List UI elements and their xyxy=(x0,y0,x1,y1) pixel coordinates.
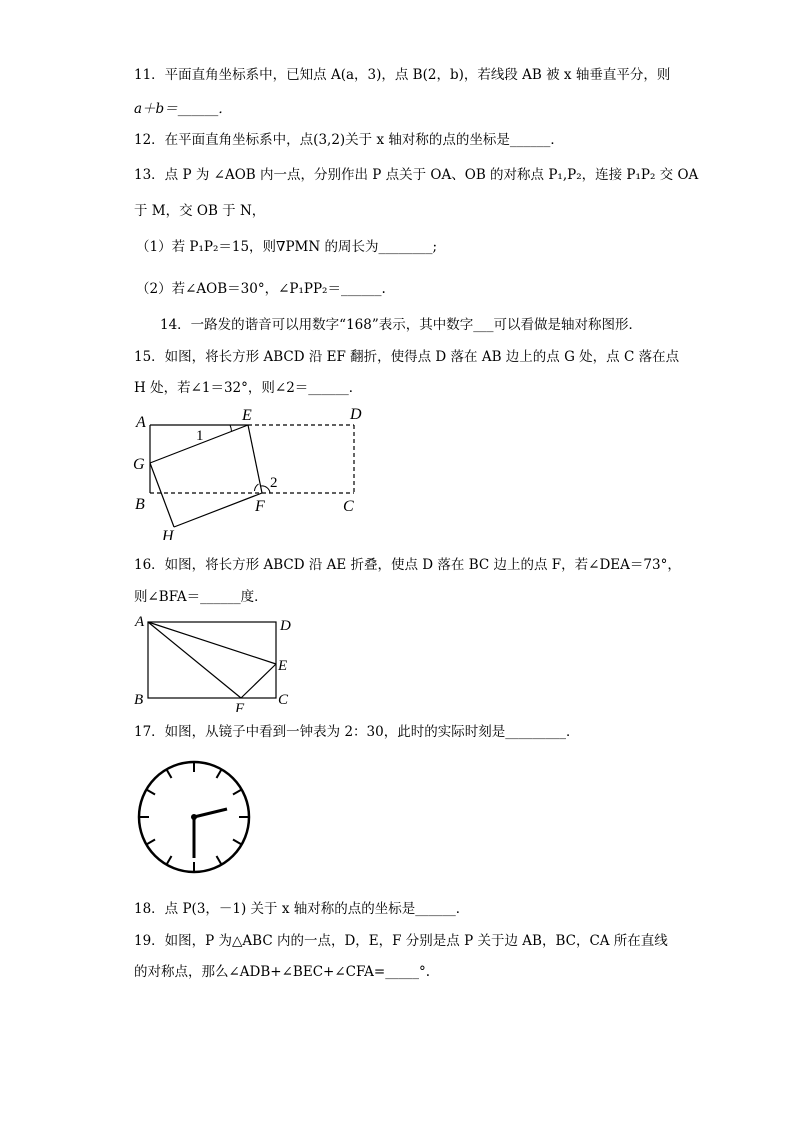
q16-label-D: D xyxy=(280,618,291,634)
q15-label-G: G xyxy=(133,456,145,473)
q15-label-E: E xyxy=(242,407,252,424)
q13-line2: 于 M，交 OB 于 N， xyxy=(134,203,266,219)
q15-line2: H 处，若∠1＝32°，则∠2＝______． xyxy=(134,380,363,396)
q16-line1: 16．如图，将长方形 ABCD 沿 AE 折叠，使点 D 落在 BC 边上的点 F，若∠DEA＝73°， xyxy=(134,557,681,573)
q16-line2: 则∠BFA＝______度． xyxy=(134,589,268,605)
clock-tick xyxy=(233,790,242,795)
clock-tick xyxy=(167,856,172,865)
q17-clock xyxy=(135,758,255,878)
clock-tick xyxy=(146,790,155,795)
q15-fold-GH xyxy=(150,463,174,527)
q13-sub2: （2）若∠AOB＝30°，∠P₁PP₂＝______. xyxy=(136,281,386,297)
q15-label-H: H xyxy=(162,528,174,540)
q16-label-B: B xyxy=(134,692,144,708)
q15-figure xyxy=(130,405,380,540)
q18-line1: 18．点 P(3，－1) 关于 x 轴对称的点的坐标是______． xyxy=(134,901,470,917)
q16-segment-AE xyxy=(148,622,276,664)
q15-label-D: D xyxy=(350,406,362,423)
q15-label-F: F xyxy=(255,498,265,515)
q15-label-C: C xyxy=(343,498,354,515)
q16-label-F: F xyxy=(235,701,245,712)
q15-label-A: A xyxy=(136,414,146,431)
q12-line1: 12．在平面直角坐标系中，点(3,2)关于 x 轴对称的点的坐标是______． xyxy=(134,132,564,148)
clock-tick xyxy=(146,840,155,845)
q11-line2: a＋b＝______． xyxy=(134,101,232,117)
q15-line1: 15．如图，将长方形 ABCD 沿 EF 翻折，使得点 D 落在 AB 边上的点 G 处，点 C 落在点 xyxy=(134,349,680,365)
q15-label-angle1: 1 xyxy=(196,428,204,444)
q15-label-angle2: 2 xyxy=(270,475,278,491)
q16-label-E: E xyxy=(278,658,288,674)
q17-line1: 17．如图，从镜子中看到一钟表为 2：30，此时的实际时刻是_________． xyxy=(134,724,580,740)
q13-sub1: （1）若 P₁P₂＝15，则∇PMN 的周长为________; xyxy=(136,239,438,255)
clock-hour-hand xyxy=(194,809,227,817)
clock-center xyxy=(191,814,197,820)
clock-tick xyxy=(217,856,222,865)
q15-angle1-arc xyxy=(230,425,232,432)
clock-tick xyxy=(217,769,222,778)
clock-tick xyxy=(167,769,172,778)
clock-tick xyxy=(233,840,242,845)
q14-line1: 14．一路发的谐音可以用数字“168”表示，其中数字___可以看做是轴对称图形． xyxy=(160,317,642,333)
q19-line2: 的对称点，那么∠ADB+∠BEC+∠CFA=_____°. xyxy=(134,964,431,980)
q16-segment-AF xyxy=(148,622,241,698)
q15-fold-EF xyxy=(248,425,262,493)
q16-figure xyxy=(130,612,300,712)
q19-line1: 19．如图，P 为△ABC 内的一点，D，E，F 分别是点 P 关于边 AB，BC，CA 所在直线 xyxy=(134,933,668,949)
q15-label-B: B xyxy=(135,496,145,513)
q16-rectangle-ABCD xyxy=(148,622,276,698)
q16-segment-FE xyxy=(241,664,276,698)
q11-line1: 11．平面直角坐标系中，已知点 A(a，3)，点 B(2，b)，若线段 AB 被 x 轴垂直平分，则 xyxy=(134,67,671,83)
q16-label-A: A xyxy=(135,614,145,630)
q13-line1: 13．点 P 为 ∠AOB 内一点，分别作出 P 点关于 OA、OB 的对称点 P₁,P₂，连接 P₁P₂ 交 OA xyxy=(134,167,699,183)
q16-label-C: C xyxy=(278,692,289,708)
q15-fold-HF xyxy=(174,493,262,527)
